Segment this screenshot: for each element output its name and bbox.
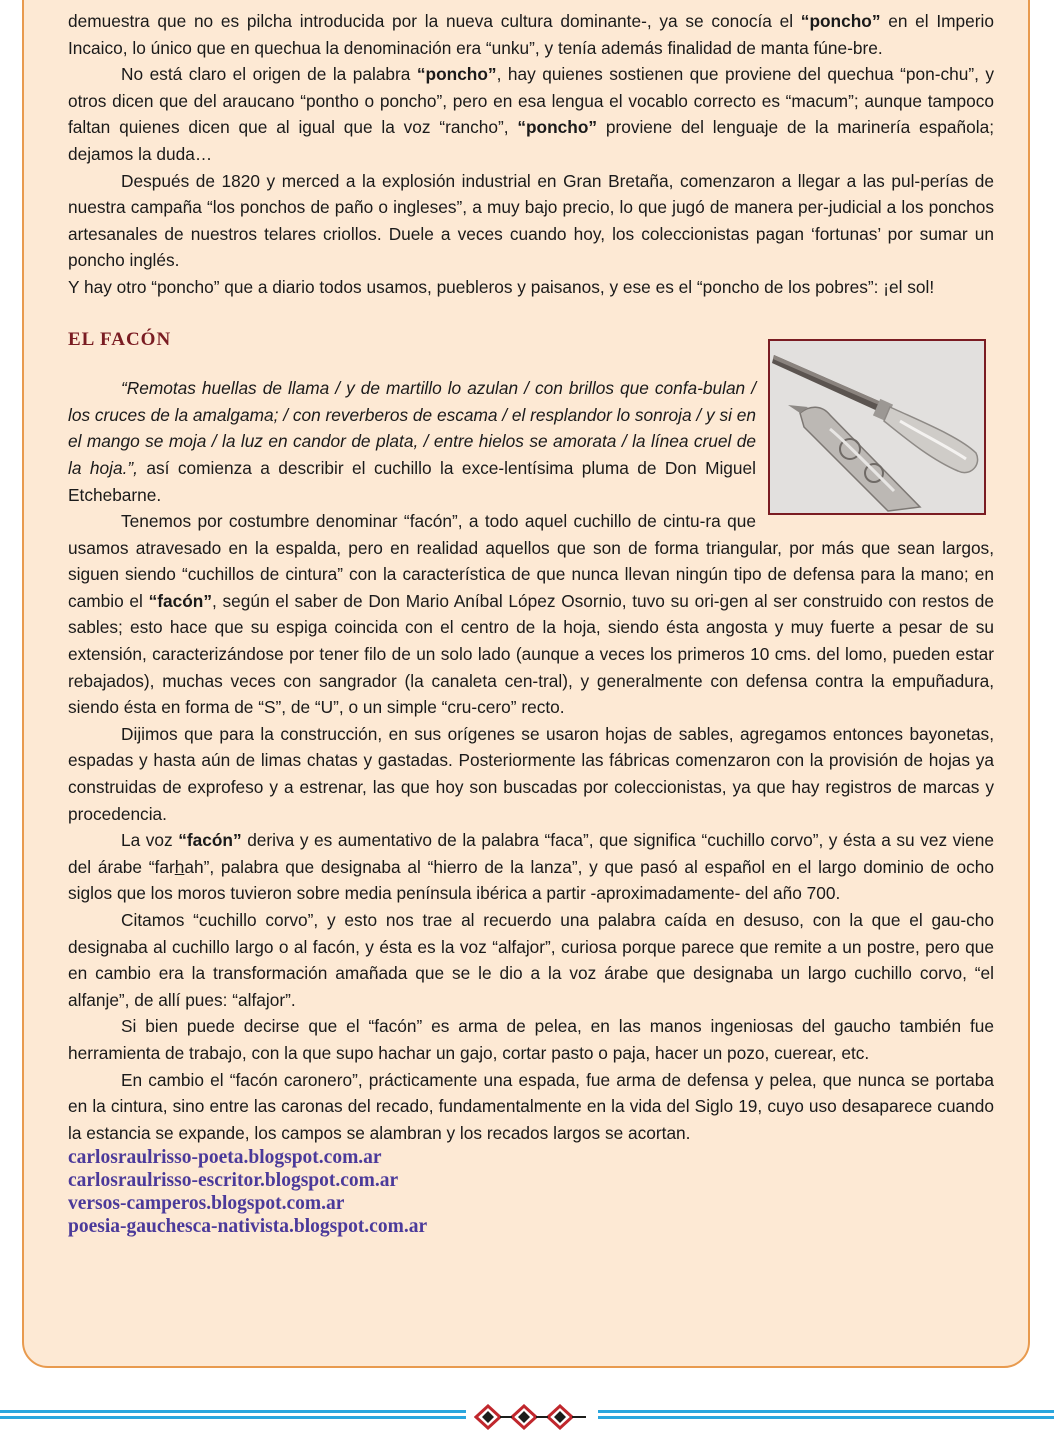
blog-link[interactable]: poesia-gauchesca-nativista.blogspot.com.ar	[68, 1216, 428, 1238]
poncho-section	[68, 8, 994, 301]
facon-knife-photo	[768, 339, 986, 515]
paragraph: “Remotas huellas de llama / y de martillo lo azulan / con brillos que confa-bulan / los cruces de la amalgama; / con reverberos de escama / el resplandor lo sonroja / y si en el mango se moja / la luz en candor de plata, / entre hielos se amorata / la línea cruel de la hoja.”, así comienza a describir el cuchillo la exce-lentísima pluma de Don Miguel Etchebarne.	[68, 378, 756, 505]
ornament-icon	[474, 1404, 588, 1430]
paragraph: Tenemos por costumbre denominar “facón”, a todo aquel cuchillo de cintu-ra que usamos atravesado en la espalda, pero en realidad aquellos que son de forma triangular, por más que sean largos, siguen siendo “cuchillos de cintura” con la característica de que nunca llevan ningún tipo de defensa para la mano; en cambio el “facón”, según el saber de Don Mario Aníbal López Osornio, tuvo su ori-gen al ser construido con restos de sables; esto hace que su espiga coincida con el centro de la hoja, siendo ésta angosta y muy fuerte a pesar de su extensión, caracterizándose por tener filo de un solo lado (aunque a veces los primeros 10 cms. del lomo, pueden estar rebajados), muchas veces con sangrador (la canaleta cen-tral), y generalmente con defensa contra la empuñadura, siendo ésta en forma de “S”, de “U”, o un simple “cru-cero” recto.	[68, 511, 994, 718]
section-heading: EL FACÓN	[68, 328, 172, 350]
paragraph: Si bien puede decirse que el “facón” es arma de pelea, en las manos ingeniosas del gaucho también fue herramienta de trabajo, con la que supo hachar un gajo, cortar pasto o paja, hacer un pozo, cuerear, etc.	[68, 1016, 994, 1063]
paragraph: No está claro el origen de la palabra “poncho”, hay quienes sostienen que proviene del quechua “pon-chu”, y otros dicen que del araucano “pontho o poncho”, pero en esa lengua el vocablo correcto es “macum”; aunque tampoco faltan quienes dicen que al igual que la voz “rancho”, “poncho” proviene del lenguaje de la marinería española; dejamos la duda…	[68, 64, 994, 164]
article-body	[68, 8, 994, 1238]
paragraph: demuestra que no es pilcha introducida por la nueva cultura dominante-, ya se conocía el “poncho” en el Imperio Incaico, lo único que en quechua la denominación era “unku”, y tenía además finalidad de manta fúne-bre.	[68, 11, 994, 58]
blog-link[interactable]: carlosraulrisso-poeta.blogspot.com.ar	[68, 1147, 382, 1169]
paragraph: Después de 1820 y merced a la explosión industrial en Gran Bretaña, comenzaron a llegar a las pul-perías de nuestra campaña “los ponchos de paño o ingleses”, a muy bajo precio, lo que jugó de manera per-judicial a los ponchos artesanales de nuestros telares criollos. Duele a veces cuando hoy, los coleccionistas pagan ‘fortunas’ por sumar un poncho inglés.	[68, 170, 994, 271]
paragraph: Y hay otro “poncho” que a diario todos usamos, puebleros y paisanos, y ese es el “poncho de los pobres”: ¡el sol!	[68, 276, 935, 297]
paragraph: En cambio el “facón caronero”, prácticamente una espada, fue arma de defensa y pelea, que nunca se portaba en la cintura, sino entre las caronas del recado, fundamentalmente en la vida del Siglo 19, cuyo uso desaparece cuando la estancia se expande, los campos se alambran y los recados largos se acortan.	[68, 1069, 994, 1143]
blog-link[interactable]: versos-camperos.blogspot.com.ar	[68, 1193, 345, 1215]
footer-decoration	[0, 1404, 1054, 1430]
paragraph: Dijimos que para la construcción, en sus orígenes se usaron hojas de sables, agregamos entonces bayonetas, espadas y hasta aún de limas chatas y gastadas. Posteriormente las fábricas comenzaron con la provisión de hojas ya construidas de exprofeso y a estrenar, las que hoy son buscadas por coleccionistas, ya que hay registros de marcas y procedencia.	[68, 723, 994, 824]
blog-links	[68, 1146, 994, 1238]
knife-image	[770, 341, 984, 513]
paragraph: La voz “facón” deriva y es aumentativo de la palabra “faca”, que significa “cuchillo corvo”, y ésta a su vez viene del árabe “farhah”, palabra que designaba al “hierro de la lanza”, y que pasó al español en el largo dominio de ocho siglos que los moros tuvieron sobre media península ibérica a partir -aproximadamente- del año 700.	[68, 830, 994, 904]
blog-link[interactable]: carlosraulrisso-escritor.blogspot.com.ar	[68, 1170, 399, 1192]
paragraph: Citamos “cuchillo corvo”, y esto nos trae al recuerdo una palabra caída en desuso, con la que el gau-cho designaba al cuchillo largo o al facón, y ésta es la voz “alfajor”, curiosa porque parece que remite a un postre, pero que en cambio era la transformación amañada que se le dio a la voz árabe que designaba un largo cuchillo corvo, “el alfanje”, de allí pues: “alfajor”.	[68, 910, 994, 1010]
